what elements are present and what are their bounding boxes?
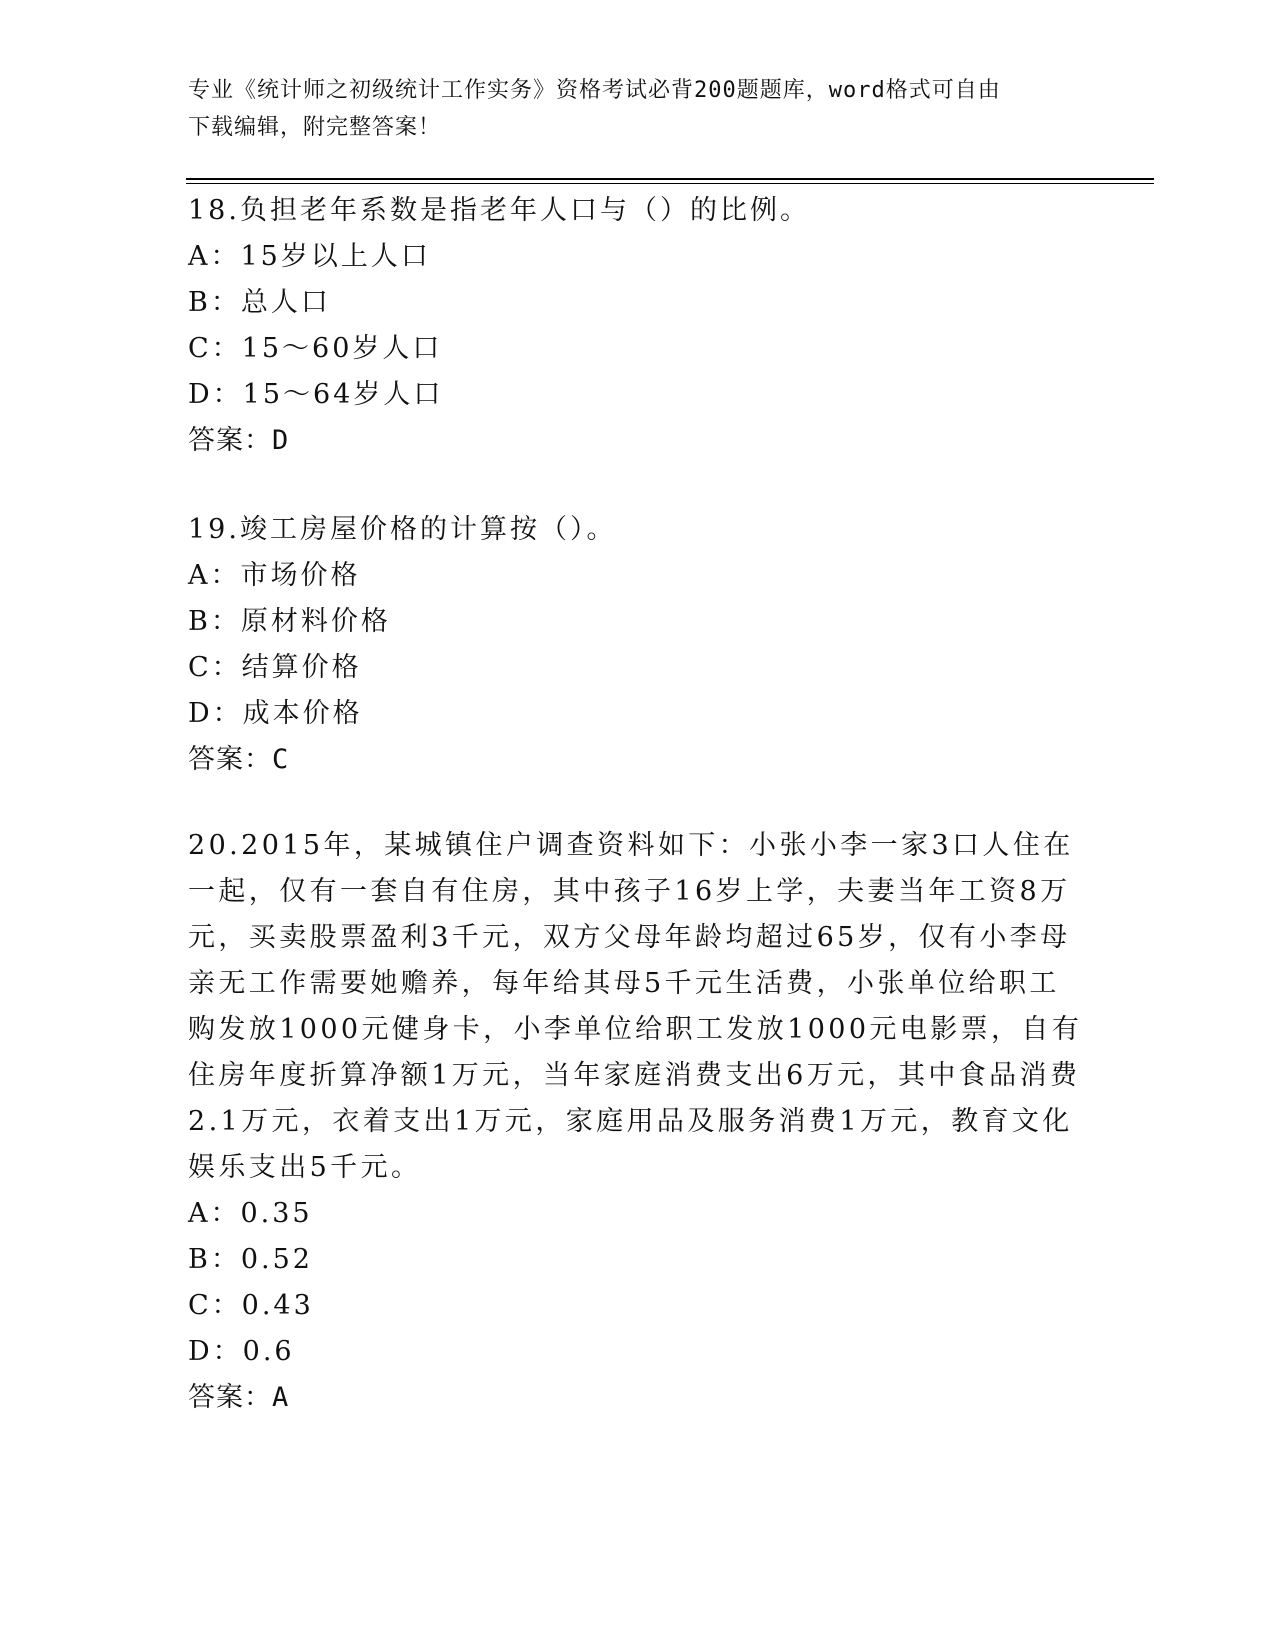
answer: 答案：A bbox=[188, 1382, 290, 1413]
option-d: D：15～64岁人口 bbox=[188, 379, 444, 410]
option-b: B：原材料价格 bbox=[188, 606, 391, 637]
header-line-2: 下载编辑，附完整答案！ bbox=[188, 115, 442, 140]
question-18 bbox=[188, 188, 1088, 464]
option-a: A：0.35 bbox=[188, 1198, 313, 1229]
option-a: A：15岁以上人口 bbox=[188, 241, 431, 272]
option-d: D：成本价格 bbox=[188, 698, 363, 729]
question-stem: 19.竣工房屋价格的计算按（）。 bbox=[188, 514, 617, 545]
option-b: B：总人口 bbox=[188, 287, 331, 318]
document-header bbox=[188, 72, 1088, 146]
option-a: A：市场价格 bbox=[188, 560, 361, 591]
question-19 bbox=[188, 507, 1088, 783]
header-divider-thin bbox=[186, 183, 1154, 184]
option-c: C：0.43 bbox=[188, 1290, 314, 1321]
answer: 答案：D bbox=[188, 425, 290, 456]
question-stem: 18.负担老年系数是指老年人口与（）的比例。 bbox=[188, 195, 810, 226]
option-d: D：0.6 bbox=[188, 1336, 295, 1367]
option-c: C：结算价格 bbox=[188, 652, 362, 683]
question-stem: 20.2015年，某城镇住户调查资料如下：小张小李一家3口人住在一起，仅有一套自有住房，其中孩子16岁上学，夫妻当年工资8万元，买卖股票盈利3千元，双方父母年龄均超过65岁，仅有小李母亲无工作需要她赡养，每年给其母5千元生活费，小张单位给职工购发放1000元健身卡，小李单位给职工发放1000元电影票，自有住房年度折算净额1万元，当年家庭消费支出6万元，其中食品消费2.1万元，衣着支出1万元，家庭用品及服务消费1万元，教育文化娱乐支出5千元。 bbox=[188, 830, 1083, 1183]
header-divider-thick bbox=[186, 178, 1154, 180]
question-20 bbox=[188, 823, 1088, 1421]
header-line-1: 专业《统计师之初级统计工作实务》资格考试必背200题题库，word格式可自由 bbox=[188, 78, 1001, 103]
answer: 答案：C bbox=[188, 744, 290, 775]
option-b: B：0.52 bbox=[188, 1244, 313, 1275]
option-c: C：15～60岁人口 bbox=[188, 333, 443, 364]
